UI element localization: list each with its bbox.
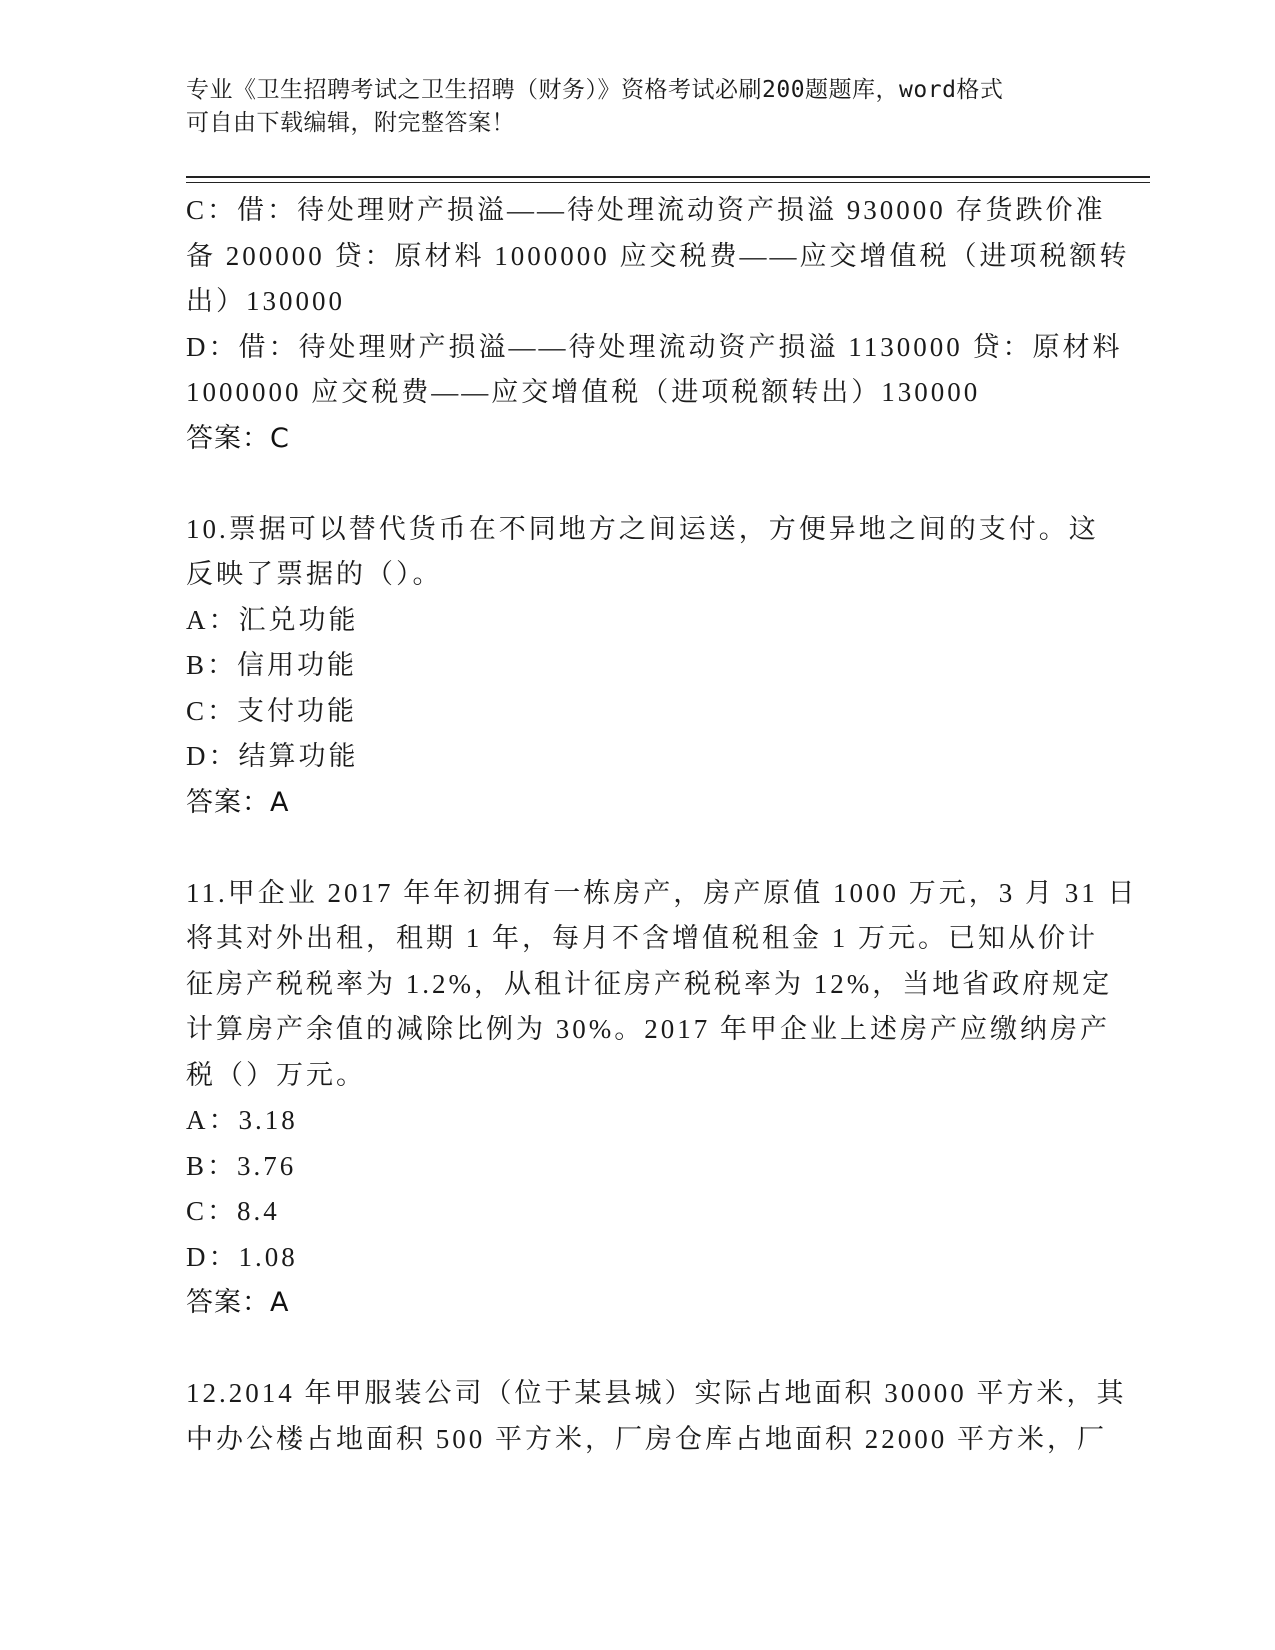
- spacer: [186, 1326, 1086, 1372]
- question-9-continued: [186, 188, 1130, 461]
- option-b: B：3.76: [186, 1150, 297, 1181]
- question-stem-line: 计算房产余值的减除比例为 30%。2017 年甲企业上述房产应缴纳房产: [186, 1014, 1110, 1044]
- option-d-line: 1000000 应交税费——应交增值税（进项税额转出）130000: [186, 377, 981, 407]
- option-d: D：1.08: [186, 1241, 298, 1272]
- option-c: C：支付功能: [186, 695, 358, 726]
- document-header: [186, 74, 1086, 140]
- header-divider-thick: [186, 176, 1150, 178]
- option-a: A：汇兑功能: [186, 604, 359, 635]
- question-10: [186, 507, 1099, 826]
- option-d-line: D：借：待处理财产损溢——待处理流动资产损溢 1130000 贷：原材料: [186, 331, 1123, 362]
- option-b: B：信用功能: [186, 650, 358, 680]
- answer-label: 答案：A: [186, 786, 290, 818]
- header-line-2: 可自由下载编辑，附完整答案！: [186, 110, 515, 136]
- question-12: [186, 1371, 1127, 1462]
- question-stem-line: 11.甲企业 2017 年年初拥有一栋房产，房产原值 1000 万元，3 月 31 日: [186, 877, 1138, 908]
- answer-label: 答案：A: [186, 1287, 290, 1318]
- header-divider-thin: [186, 182, 1150, 183]
- option-a: A：3.18: [186, 1105, 298, 1135]
- question-stem-line: 中办公楼占地面积 500 平方米，厂房仓库占地面积 22000 平方米，厂: [186, 1423, 1107, 1454]
- option-c: C：8.4: [186, 1196, 280, 1226]
- question-stem-line: 将其对外出租，租期 1 年，每月不含增值税租金 1 万元。已知从价计: [186, 923, 1098, 953]
- option-d: D：结算功能: [186, 741, 359, 771]
- option-c-line: 出）130000: [186, 286, 345, 316]
- spacer: [186, 461, 1086, 507]
- question-stem-line: 12.2014 年甲服装公司（位于某县城）实际占地面积 30000 平方米，其: [186, 1378, 1127, 1408]
- question-stem-line: 征房产税税率为 1.2%，从租计征房产税税率为 12%，当地省政府规定: [186, 968, 1113, 999]
- option-c-line: 备 200000 贷：原材料 1000000 应交税费——应交增值税（进项税额转: [186, 240, 1130, 271]
- question-stem-line: 反映了票据的（）。: [186, 559, 443, 589]
- document-body: [186, 188, 1138, 1462]
- header-line-1: 专业《卫生招聘考试之卫生招聘（财务）》资格考试必刷200题题库，word格式: [186, 77, 1004, 103]
- spacer: [186, 825, 1086, 871]
- option-c-line: C：借：待处理财产损溢——待处理流动资产损溢 930000 存货跌价准: [186, 195, 1106, 225]
- answer-label: 答案：C: [186, 422, 290, 454]
- question-11: [186, 871, 1138, 1326]
- question-stem-line: 税（）万元。: [186, 1059, 366, 1090]
- question-stem-line: 10.票据可以替代货币在不同地方之间运送，方便异地之间的支付。这: [186, 513, 1099, 544]
